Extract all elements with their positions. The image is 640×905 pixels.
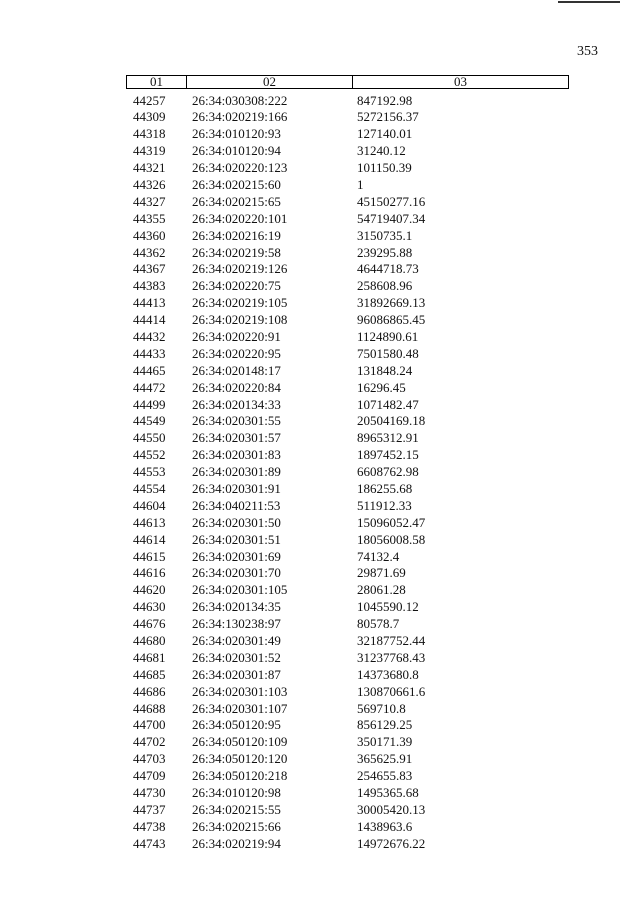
table-cell-02: 26:34:020216:19 (192, 227, 281, 243)
table-cell-02: 26:34:020220:95 (192, 345, 281, 361)
table-row (126, 532, 569, 549)
table-row (126, 363, 569, 380)
table-cell-03: 350171.39 (357, 734, 413, 750)
table-cell-03: 1495365.68 (357, 785, 419, 801)
table-cell-03: 31240.12 (357, 143, 406, 159)
table-cell-02: 26:34:020301:87 (192, 666, 281, 682)
table-cell-01: 44554 (133, 480, 166, 496)
table-cell-02: 26:34:050120:109 (192, 734, 288, 750)
table-cell-01: 44383 (133, 278, 166, 294)
table-row (126, 143, 569, 160)
table-row (126, 109, 569, 126)
table-cell-03: 15096052.47 (357, 514, 426, 530)
table-cell-01: 44318 (133, 126, 166, 142)
table-cell-02: 26:34:020219:105 (192, 295, 288, 311)
table-cell-02: 26:34:020215:55 (192, 801, 281, 817)
table-row (126, 126, 569, 143)
table-cell-01: 44700 (133, 717, 166, 733)
table-cell-02: 26:34:020301:103 (192, 683, 288, 699)
table-cell-01: 44360 (133, 227, 166, 243)
table-row (126, 211, 569, 228)
table-cell-02: 26:34:050120:95 (192, 717, 281, 733)
table-row (126, 329, 569, 346)
table-row (126, 650, 569, 667)
table-cell-02: 26:34:020301:57 (192, 430, 281, 446)
table-cell-01: 44613 (133, 514, 166, 530)
table-cell-01: 44681 (133, 649, 166, 665)
table-cell-01: 44499 (133, 396, 166, 412)
table-cell-01: 44709 (133, 768, 166, 784)
table-cell-03: 4644718.73 (357, 261, 419, 277)
table-row (126, 802, 569, 819)
table-cell-01: 44552 (133, 447, 166, 463)
table-row (126, 346, 569, 363)
table-cell-02: 26:34:020220:101 (192, 210, 288, 226)
table-cell-02: 26:34:010120:98 (192, 785, 281, 801)
table-cell-03: 16296.45 (357, 379, 406, 395)
table-cell-01: 44620 (133, 582, 166, 598)
table-cell-02: 26:34:020220:84 (192, 379, 281, 395)
table-cell-03: 130870661.6 (357, 683, 426, 699)
table-cell-01: 44630 (133, 599, 166, 615)
table-cell-01: 44367 (133, 261, 166, 277)
table-row (126, 397, 569, 414)
table-row (126, 447, 569, 464)
table-cell-03: 74132.4 (357, 548, 400, 564)
table-cell-02: 26:34:020301:70 (192, 565, 281, 581)
table-cell-03: 239295.88 (357, 244, 413, 260)
table-cell-01: 44414 (133, 312, 166, 328)
table-cell-03: 847192.98 (357, 92, 413, 108)
table-row (126, 380, 569, 397)
table-cell-02: 26:34:020134:33 (192, 396, 281, 412)
table-cell-03: 856129.25 (357, 717, 413, 733)
table-cell-02: 26:34:050120:218 (192, 768, 288, 784)
table-cell-01: 44326 (133, 176, 166, 192)
table-cell-03: 1 (357, 176, 364, 192)
table-cell-01: 44615 (133, 548, 166, 564)
table-row (126, 312, 569, 329)
table-row (126, 667, 569, 684)
page-number: 353 (577, 44, 598, 59)
table-cell-02: 26:34:010120:93 (192, 126, 281, 142)
table-row (126, 430, 569, 447)
table-cell-03: 131848.24 (357, 362, 413, 378)
table-header (126, 75, 569, 89)
table-cell-02: 26:34:020215:65 (192, 193, 281, 209)
table-cell-01: 44309 (133, 109, 166, 125)
table-row (126, 836, 569, 853)
table-cell-03: 32187752.44 (357, 633, 426, 648)
table-cell-03: 127140.01 (357, 126, 413, 142)
table-cell-03: 31237768.43 (357, 649, 426, 665)
table-cell-03: 365625.91 (357, 751, 413, 767)
table-row (126, 599, 569, 616)
table-cell-01: 44550 (133, 430, 166, 446)
table-cell-02: 26:34:020220:123 (192, 160, 288, 176)
table-cell-01: 44737 (133, 801, 166, 817)
table-cell-02: 26:34:020301:49 (192, 633, 281, 648)
table-row (126, 261, 569, 278)
table-cell-03: 511912.33 (357, 497, 412, 513)
table-cell-01: 44730 (133, 785, 166, 801)
table-cell-01: 44553 (133, 464, 166, 480)
table-cell-01: 44549 (133, 413, 166, 429)
table-cell-01: 44257 (133, 92, 166, 108)
table-cell-03: 3150735.1 (357, 227, 413, 243)
table-cell-02: 26:34:020219:58 (192, 244, 281, 260)
table-row (126, 194, 569, 211)
table-cell-03: 1124890.61 (357, 328, 419, 344)
table-cell-02: 26:34:020134:35 (192, 599, 281, 615)
table-cell-02: 26:34:020219:94 (192, 835, 281, 851)
table-row (126, 177, 569, 194)
table-cell-02: 26:34:030308:222 (192, 92, 288, 108)
table-row (126, 785, 569, 802)
table-cell-02: 26:34:020301:69 (192, 548, 281, 564)
table-cell-01: 44362 (133, 244, 166, 260)
table-row (126, 751, 569, 768)
table-cell-02: 26:34:020301:91 (192, 480, 281, 496)
table-cell-02: 26:34:020220:75 (192, 278, 281, 294)
table-cell-03: 1071482.47 (357, 396, 419, 412)
table-cell-03: 1438963.6 (357, 818, 413, 834)
table-cell-02: 26:34:020301:89 (192, 464, 281, 480)
table-cell-01: 44743 (133, 835, 166, 851)
table-cell-03: 254655.83 (357, 768, 413, 784)
table-row (126, 413, 569, 430)
table-cell-01: 44688 (133, 700, 166, 716)
table-cell-01: 44680 (133, 633, 166, 648)
table-cell-02: 26:34:020215:60 (192, 176, 281, 192)
table-cell-03: 5272156.37 (357, 109, 419, 125)
table-cell-02: 26:34:020301:83 (192, 447, 281, 463)
table-cell-01: 44614 (133, 531, 166, 547)
table-cell-02: 26:34:020301:51 (192, 531, 281, 547)
table-row (126, 701, 569, 718)
table-cell-03: 31892669.13 (357, 295, 426, 311)
table-row (126, 768, 569, 785)
table-cell-03: 6608762.98 (357, 464, 419, 480)
table-cell-03: 20504169.18 (357, 413, 426, 429)
table-cell-01: 44703 (133, 751, 166, 767)
table-cell-03: 45150277.16 (357, 193, 426, 209)
table-cell-03: 29871.69 (357, 565, 406, 581)
table-cell-03: 258608.96 (357, 278, 413, 294)
table-cell-03: 80578.7 (357, 616, 400, 632)
table-cell-01: 44413 (133, 295, 166, 311)
table-cell-02: 26:34:020301:105 (192, 582, 288, 598)
table-cell-01: 44738 (133, 818, 166, 834)
table-row (126, 684, 569, 701)
table-cell-03: 569710.8 (357, 700, 406, 716)
table-body (126, 93, 569, 853)
table-cell-02: 26:34:020219:166 (192, 109, 288, 125)
table-row (126, 565, 569, 582)
table-cell-02: 26:34:040211:53 (192, 497, 281, 513)
table-cell-02: 26:34:020301:52 (192, 649, 281, 665)
table-cell-01: 44321 (133, 160, 166, 176)
table-row (126, 515, 569, 532)
table-cell-01: 44685 (133, 666, 166, 682)
table-cell-03: 101150.39 (357, 160, 412, 176)
table-cell-01: 44327 (133, 193, 166, 209)
table-cell-03: 7501580.48 (357, 345, 419, 361)
table-cell-02: 26:34:020219:126 (192, 261, 288, 277)
table-cell-03: 30005420.13 (357, 801, 426, 817)
table-cell-02: 26:34:130238:97 (192, 616, 281, 632)
header-cell-02: 02 (187, 76, 353, 88)
table-cell-02: 26:34:020219:108 (192, 312, 288, 328)
table-row (126, 278, 569, 295)
header-cell-03: 03 (454, 74, 467, 89)
table-cell-02: 26:34:020301:50 (192, 514, 281, 530)
table-row (126, 549, 569, 566)
table-row (126, 717, 569, 734)
table-cell-02: 26:34:020215:66 (192, 818, 281, 834)
table-cell-02: 26:34:020301:107 (192, 700, 288, 716)
table-cell-01: 44604 (133, 497, 166, 513)
table-cell-01: 44465 (133, 362, 166, 378)
table-cell-01: 44433 (133, 345, 166, 361)
table-cell-03: 14373680.8 (357, 666, 419, 682)
table-cell-03: 8965312.91 (357, 430, 419, 446)
table-cell-03: 186255.68 (357, 480, 413, 496)
table-row (126, 228, 569, 245)
table-row (126, 464, 569, 481)
table-cell-03: 14972676.22 (357, 835, 426, 851)
table-row (126, 245, 569, 262)
table-cell-01: 44432 (133, 328, 166, 344)
table-cell-03: 54719407.34 (357, 210, 426, 226)
table-cell-02: 26:34:020148:17 (192, 362, 281, 378)
top-edge-rule (558, 1, 620, 3)
header-cell-01: 01 (127, 76, 187, 88)
table-cell-01: 44702 (133, 734, 166, 750)
table-cell-03: 1897452.15 (357, 447, 419, 463)
table-cell-01: 44686 (133, 683, 166, 699)
table-row (126, 481, 569, 498)
table-cell-02: 26:34:010120:94 (192, 143, 281, 159)
table-cell-01: 44355 (133, 210, 166, 226)
table-cell-01: 44676 (133, 616, 166, 632)
table-row (126, 819, 569, 836)
table-cell-03: 18056008.58 (357, 531, 426, 547)
table-row (126, 633, 569, 650)
table-cell-02: 26:34:020301:55 (192, 413, 281, 429)
table-cell-01: 44616 (133, 565, 166, 581)
table-cell-03: 1045590.12 (357, 599, 419, 615)
table-row (126, 93, 569, 110)
table-cell-01: 44472 (133, 379, 166, 395)
table-cell-01: 44319 (133, 143, 166, 159)
table-row (126, 160, 569, 177)
table-row (126, 734, 569, 751)
table-cell-03: 96086865.45 (357, 312, 426, 328)
table-row (126, 616, 569, 633)
table-cell-02: 26:34:020220:91 (192, 328, 281, 344)
table-row (126, 498, 569, 515)
table-row (126, 295, 569, 312)
table-row (126, 582, 569, 599)
table-cell-03: 28061.28 (357, 582, 406, 598)
table-cell-02: 26:34:050120:120 (192, 751, 288, 767)
